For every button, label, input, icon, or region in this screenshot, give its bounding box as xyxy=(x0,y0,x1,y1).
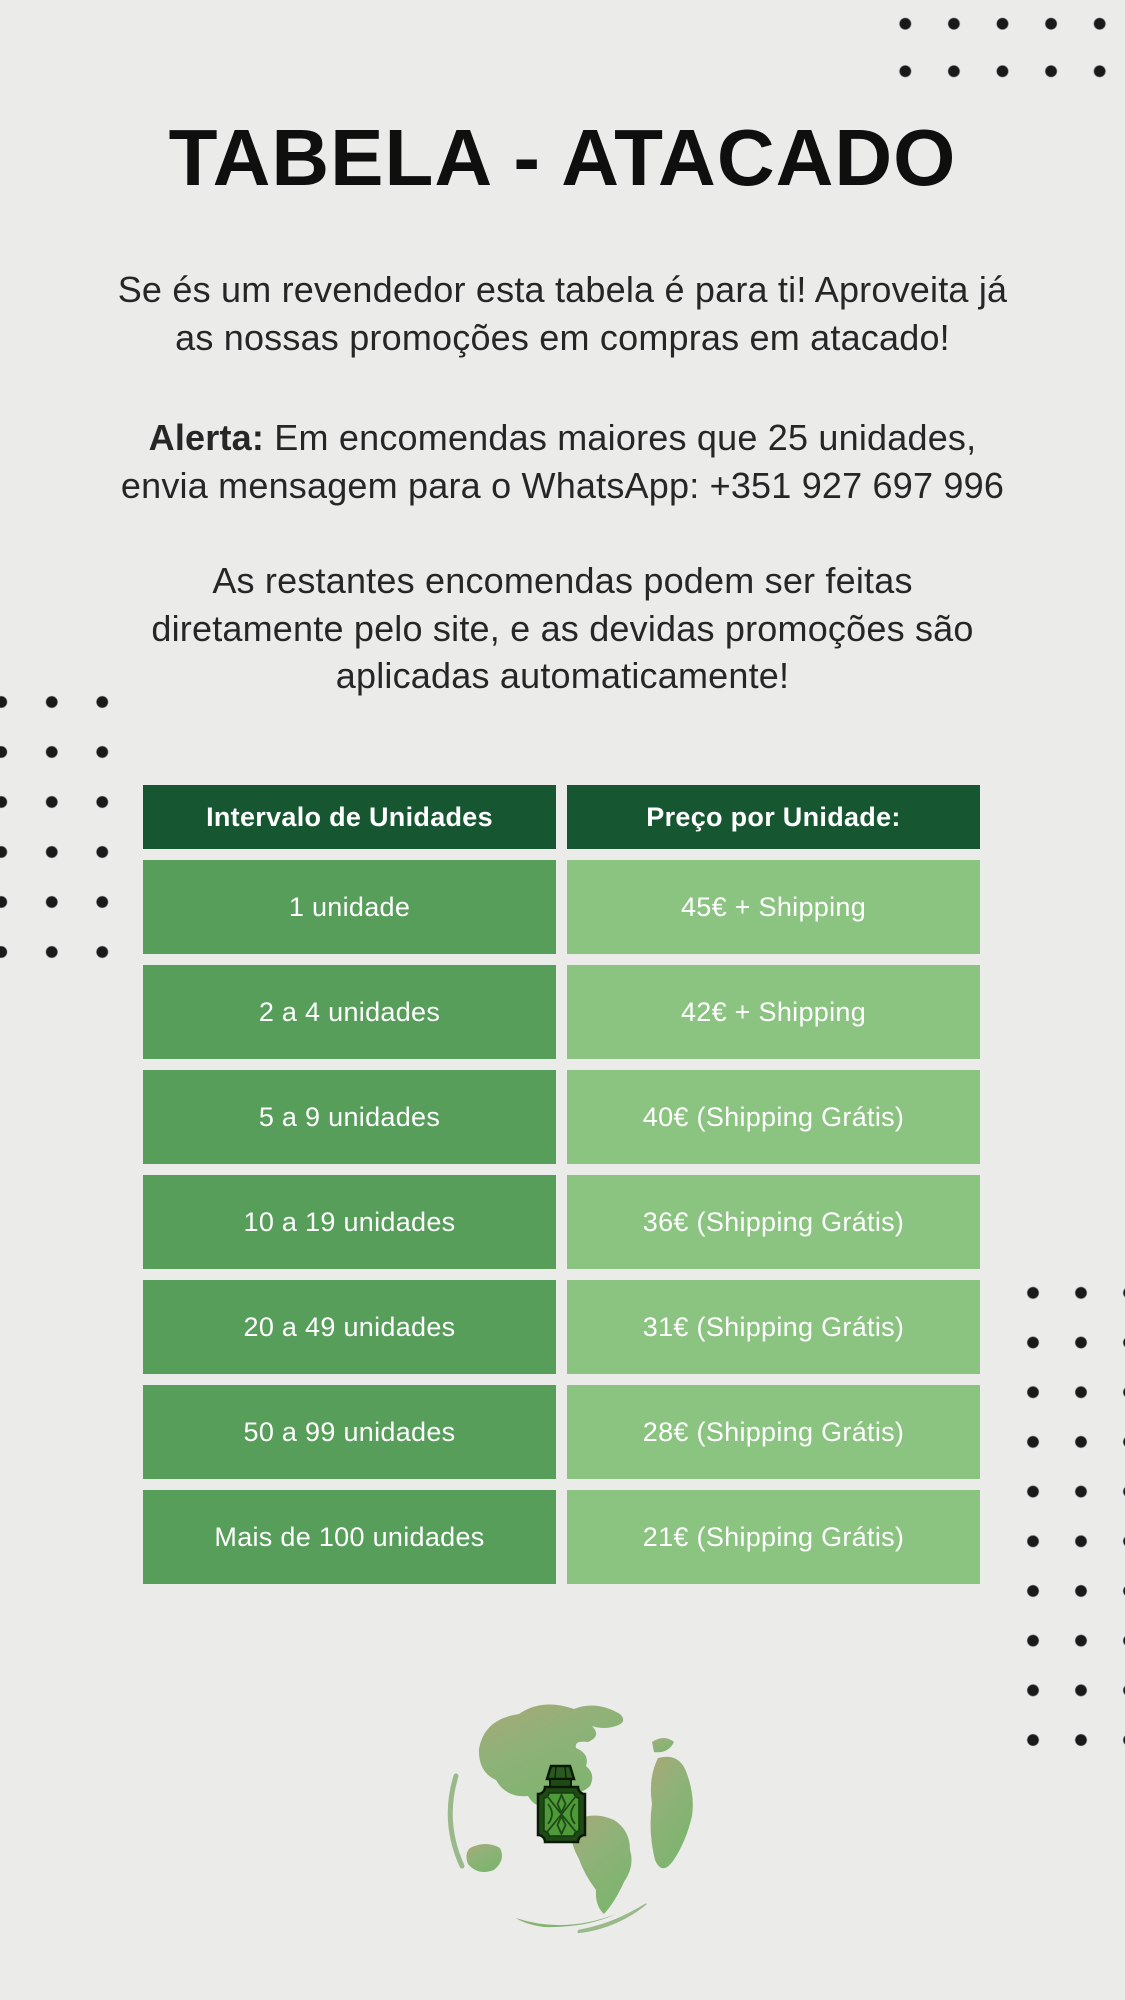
unit-price-cell: 36€ (Shipping Grátis) xyxy=(567,1175,980,1269)
intro-line-1: Se és um revendedor esta tabela é para ti! Aproveita já xyxy=(117,269,1008,310)
intro-paragraph xyxy=(40,266,1085,361)
table-row xyxy=(143,1385,980,1479)
note-line-2: diretamente pelo site, e as devidas promoções são xyxy=(151,607,974,649)
table-row xyxy=(143,1175,980,1269)
alert-line-1-text: Em encomendas maiores que 25 unidades, xyxy=(264,417,977,458)
alert-line-1 xyxy=(149,417,977,458)
dot-grid-bottom-right-icon xyxy=(1009,1268,1125,1765)
header-unit-price: Preço por Unidade: xyxy=(567,785,980,849)
alert-paragraph xyxy=(40,414,1085,509)
table-row xyxy=(143,860,980,954)
note-paragraph xyxy=(40,557,1085,700)
dot-grid-left-icon xyxy=(0,677,128,977)
header-unit-range: Intervalo de Unidades xyxy=(143,785,556,849)
unit-range-cell: 20 a 49 unidades xyxy=(143,1280,556,1374)
unit-price-cell: 28€ (Shipping Grátis) xyxy=(567,1385,980,1479)
unit-range-cell: 2 a 4 unidades xyxy=(143,965,556,1059)
table-header-row xyxy=(143,785,980,849)
alert-label: Alerta: xyxy=(148,417,265,458)
unit-price-cell: 42€ + Shipping xyxy=(567,965,980,1059)
wholesale-price-table xyxy=(143,785,980,1595)
unit-price-cell: 40€ (Shipping Grátis) xyxy=(567,1070,980,1164)
intro-line-2: as nossas promoções em compras em atacado! xyxy=(175,316,950,358)
table-row xyxy=(143,965,980,1059)
unit-range-cell: 50 a 99 unidades xyxy=(143,1385,556,1479)
note-line-3: aplicadas automaticamente! xyxy=(335,655,790,696)
unit-price-cell: 45€ + Shipping xyxy=(567,860,980,954)
table-row xyxy=(143,1070,980,1164)
table-row xyxy=(143,1490,980,1584)
note-line-1: As restantes encomendas podem ser feitas xyxy=(212,560,913,601)
globe-logo xyxy=(424,1664,704,1944)
unit-price-cell: 31€ (Shipping Grátis) xyxy=(567,1280,980,1374)
alert-line-2-whatsapp: envia mensagem para o WhatsApp: +351 927 697 996 xyxy=(120,464,1005,506)
table-body xyxy=(143,860,980,1584)
unit-range-cell: 1 unidade xyxy=(143,860,556,954)
unit-range-cell: 10 a 19 unidades xyxy=(143,1175,556,1269)
table-row xyxy=(143,1280,980,1374)
unit-range-cell: 5 a 9 unidades xyxy=(143,1070,556,1164)
unit-price-cell: 21€ (Shipping Grátis) xyxy=(567,1490,980,1584)
unit-range-cell: Mais de 100 unidades xyxy=(143,1490,556,1584)
dot-grid-top-right-icon xyxy=(881,0,1125,95)
page-title: TABELA - ATACADO xyxy=(168,113,957,202)
